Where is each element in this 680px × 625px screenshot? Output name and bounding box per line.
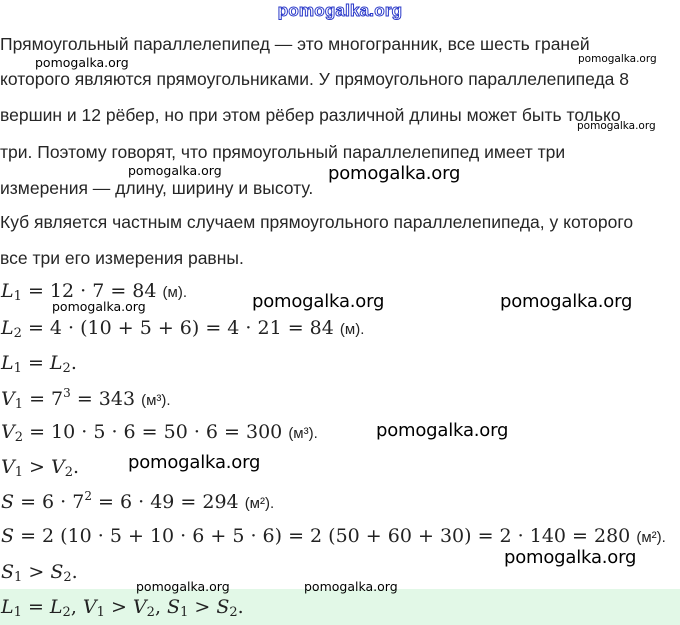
answer-line: $L_1 = L_2$, $V_1 > V_2$, $S_1 > S_2$.: [1, 596, 244, 620]
site-header: [0, 0, 680, 26]
formula-L-equal: $L_1 = L_2$.: [1, 352, 77, 376]
watermark: pomogalka.org: [500, 291, 633, 312]
watermark: pomogalka.org: [304, 579, 398, 594]
site-link[interactable]: pomogalka.org: [277, 1, 403, 20]
formula-S1: $S = 6 \cdot 7^2 = 6 \cdot 49 = 294$ (м²).: [1, 489, 275, 513]
formula-S1-expr2: = 6 · 49 = 294: [98, 491, 239, 513]
watermark: pomogalka.org: [504, 547, 637, 568]
watermark: pomogalka.org: [136, 579, 230, 594]
unit-label: (м).: [162, 284, 188, 301]
unit-label: (м²).: [244, 495, 275, 512]
formula-S2-expr: = 2 (10 · 5 + 10 · 6 + 5 · 6) = 2 (50 + 60 + 30) = 2 · 140 = 280: [20, 525, 631, 547]
formula-S2: S = 2 (10 · 5 + 10 · 6 + 5 · 6) = 2 (50 + 60 + 30) = 2 · 140 = 280 (м²).: [1, 525, 666, 547]
unit-label: (м³).: [141, 392, 171, 409]
formula-L1: $L_1 = 12 \cdot 7 = 84$ (м).: [1, 280, 188, 304]
watermark: pomogalka.org: [35, 55, 129, 70]
unit-label: (м).: [339, 321, 365, 338]
formula-V-compare-end: .: [73, 456, 80, 478]
theory-line: три. Поэтому говорят, что прямоугольный параллелепипед имеет три: [0, 142, 566, 162]
theory-line: Прямоугольный параллелепипед — это многогранник, все шесть граней: [0, 34, 590, 54]
watermark: pomogalka.org: [376, 420, 509, 441]
answer-end: .: [237, 596, 244, 618]
formula-V2-expr: = 10 · 5 · 6 = 50 · 6 = 300: [29, 421, 283, 443]
unit-label: (м³).: [288, 425, 318, 442]
formula-L2-expr: = 4 · (10 + 5 + 6) = 4 · 21 = 84: [27, 317, 334, 339]
watermark: pomogalka.org: [52, 299, 146, 314]
formula-V2: $V_2 = 10 \cdot 5 \cdot 6 = 50 \cdot 6 = 300$ (м³).: [1, 421, 318, 445]
formula-V1-exp: 3: [63, 386, 71, 400]
watermark: pomogalka.org: [328, 163, 461, 184]
formula-L2: $L_2 = 4 \cdot (10 + 5 + 6) = 4 \cdot 21 = 84$ (м).: [1, 317, 365, 341]
formula-V-compare: $V_1 > V_2$.: [1, 456, 80, 480]
unit-label: (м²).: [636, 529, 666, 546]
theory-line: измерения — длину, ширину и высоту.: [0, 178, 314, 198]
formula-S-compare-end: .: [71, 561, 78, 583]
theory-line: которого являются прямоугольниками. У прямоугольного параллелепипеда 8: [0, 69, 630, 89]
formula-V1: $V_1 = 7^3 = 343$ (м³).: [1, 386, 171, 412]
watermark: pomogalka.org: [128, 163, 222, 178]
watermark: pomogalka.org: [252, 291, 385, 312]
watermark: pomogalka.org: [578, 53, 657, 65]
theory-line: все три его измерения равны.: [0, 248, 244, 268]
theory-line: Куб является частным случаем прямоугольного параллелепипеда, у которого: [0, 212, 634, 232]
theory-line: вершин и 12 рёбер, но при этом рёбер различной длины может быть только: [0, 105, 621, 125]
formula-V1-expr1: = 7: [29, 388, 64, 410]
watermark: pomogalka.org: [577, 120, 656, 132]
formula-L-equal-end: .: [70, 352, 77, 374]
formula-V1-expr2: = 343: [76, 388, 136, 410]
formula-S1-exp: 2: [84, 489, 92, 503]
formula-L1-expr: = 12 · 7 = 84: [27, 280, 157, 302]
formula-S-compare: $S_1 > S_2$.: [1, 561, 78, 585]
formula-S1-expr1: = 6 · 7: [20, 491, 85, 513]
watermark: pomogalka.org: [128, 452, 261, 473]
